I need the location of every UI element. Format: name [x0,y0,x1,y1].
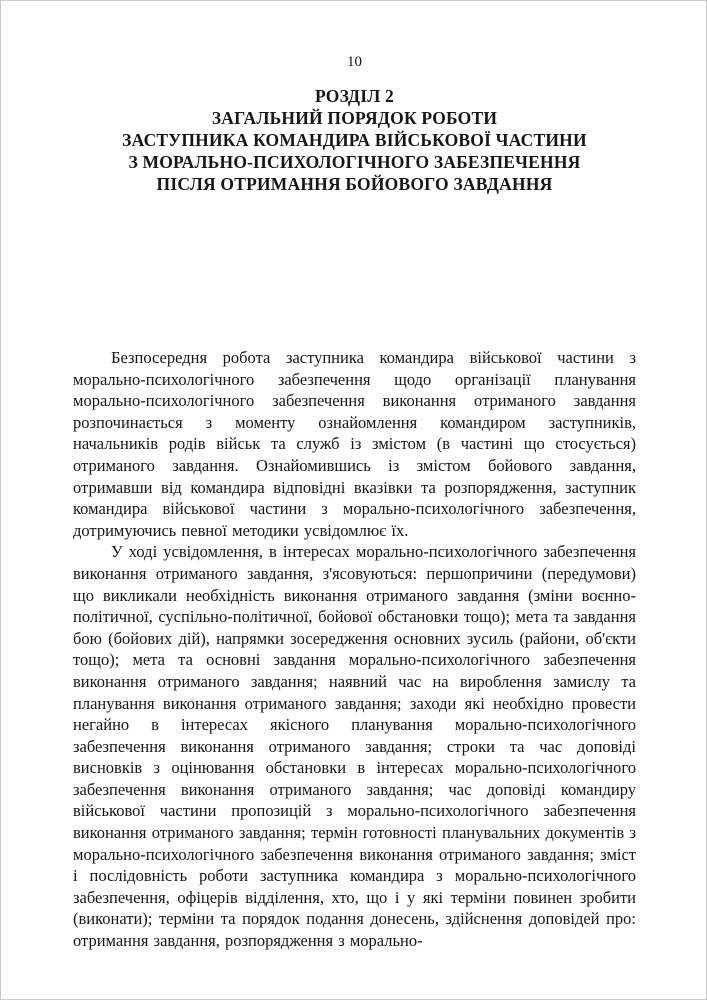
chapter-heading-line-3: ЗАСТУПНИКА КОМАНДИРА ВІЙСЬКОВОЇ ЧАСТИНИ [122,130,587,150]
chapter-heading-line-5: ПІСЛЯ ОТРИМАННЯ БОЙОВОГО ЗАВДАННЯ [156,174,553,194]
paragraph-2: У ході усвідомлення, в інтересах морально-психологічного забезпечення виконання отриманого завдання, з'ясовуються: першопричини (передумови) що викликали необхідність виконання отриманого завдання (зміни воєнно-політичної, суспільно-політичної, бойової обстановки тощо); мета та завдання бою (бойових дій), напрямки зосередження основних зусиль (райони, об'єкти тощо); мета та основні завдання морально-психологічного забезпечення виконання отриманого завдання; наявний час на вироблення замислу та планування виконання отриманого завдання; заходи які необхідно провести негайно в інтересах якісного планування морально-психологічного забезпечення виконання отриманого завдання; строки та час доповіді висновків з оцінювання обстановки в інтересах морально-психологічного забезпечення виконання отриманого завдання; час доповіді командиру військової частини пропозицій з морально-психологічного забезпечення виконання отриманого завдання; термін готовності планувальних документів з морально-психологічного забезпечення виконання отриманого завдання; зміст і послідовність роботи заступника командира з морально-психологічного забезпечення, офіцерів відділення, хто, що і у які терміни повинен зробити (виконати); терміни та порядок подання донесень, здійснення доповідей про: отримання завдання, розпорядження з морально- [73,542,636,951]
chapter-heading-line-1: РОЗДІЛ 2 [315,86,394,106]
page-number: 10 [347,54,362,70]
paragraph-1: Безпосередня робота заступника командира військової частини з морально-психологічного забезпечення щодо організації планування морально-психологічного забезпечення виконання отриманого завдання розпочинається з моменту ознайомлення командиром заступників, начальників родів військ та служб із змістом (в частині що стосується) отриманого завдання. Ознайомившись із змістом бойового завдання, отримавши від командира відповідні вказівки та розпорядження, заступник командира військової частини з морально-психологічного забезпечення, дотримуючись певної методики усвідомлює їх. [73,348,636,540]
chapter-heading-line-4: З МОРАЛЬНО-ПСИХОЛОГІЧНОГО ЗАБЕЗПЕЧЕННЯ [128,152,581,172]
body-text [73,347,636,952]
chapter-heading [73,85,636,195]
chapter-heading-line-2: ЗАГАЛЬНИЙ ПОРЯДОК РОБОТИ [211,108,498,128]
